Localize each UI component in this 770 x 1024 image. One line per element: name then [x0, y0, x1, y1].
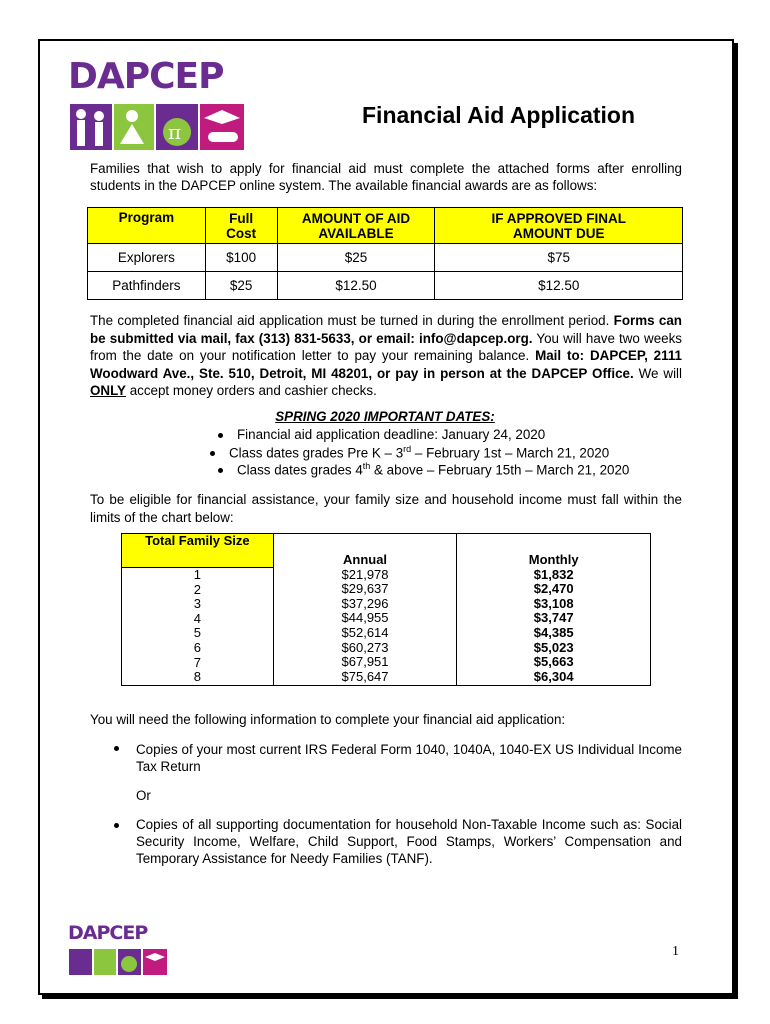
awards-table: [87, 207, 683, 300]
page-number: 1: [672, 944, 679, 959]
header-family-size: Total Family Size: [122, 534, 274, 568]
submission-text: The completed financial aid application must be turned in during the enrollment period.: [90, 313, 614, 328]
date-item: [218, 461, 629, 477]
date-item-text: Class dates grades Pre K – 3: [229, 445, 404, 461]
logo-figures-icon: [68, 948, 168, 976]
logo-figures-icon: [68, 102, 248, 152]
submission-text: We will: [633, 365, 682, 381]
table-row: [88, 272, 683, 300]
income-table: [121, 533, 651, 686]
bullet-icon: [114, 746, 119, 751]
monthly-column: [457, 534, 651, 686]
bullet-icon: [210, 451, 215, 456]
pi-symbol: π: [168, 120, 182, 144]
logo-wordmark: DAPCEP: [68, 922, 148, 944]
date-item-text: & above – February 15th – March 21, 2020: [370, 462, 630, 478]
bullet-icon: [218, 433, 223, 438]
table-row: [88, 244, 683, 272]
header-aid-available: AMOUNT OF AID AVAILABLE: [277, 208, 435, 244]
superscript: rd: [403, 444, 412, 454]
submission-paragraph: [90, 312, 682, 400]
aid-cell: $12.50: [277, 272, 435, 300]
program-cell: Explorers: [88, 244, 206, 272]
mailing-address: Mail to: DAPCEP, 2111 Woodward Ave., Ste. 510, Detroit, MI 48201, or pay in person at the DAPCEP Office.: [90, 348, 682, 381]
page-title: Financial Aid Application: [362, 102, 636, 128]
date-item-text: Financial aid application deadline: January 24, 2020: [237, 427, 546, 442]
required-item-nontaxable: Copies of all supporting documentation for household Non-Taxable Income such as: Social Security Income, Welfare, Child Support, Food Stamps, Workers’ Compensation and Temporary Assistance for Needy Families (TANF).: [136, 817, 682, 866]
due-cell: $12.50: [435, 272, 683, 300]
cost-cell: $100: [205, 244, 277, 272]
income-header-row: [122, 534, 651, 568]
bullet-icon: [114, 823, 119, 828]
header-annual: Annual: [342, 552, 388, 567]
dapcep-logo-bottom: [68, 924, 168, 976]
date-item-text: – February 1st – March 21, 2020: [411, 445, 610, 461]
required-item-tax-return: Copies of your most current IRS Federal Form 1040, 1040A, 1040-EX US Individual Income Tax Return: [136, 742, 682, 774]
dapcep-logo-top: [68, 56, 248, 152]
family-size-values: 1 2 3 4 5 6 7 8: [122, 568, 274, 686]
date-item: [210, 444, 609, 460]
cost-cell: $25: [205, 272, 277, 300]
intro-paragraph: Families that wish to apply for financial aid must complete the attached forms after enrolling students in the DAPCEP online system. The available financial awards are as follows:: [90, 161, 682, 193]
aid-cell: $25: [277, 244, 435, 272]
annual-column: [273, 534, 457, 686]
needed-intro: You will need the following information to complete your financial aid application:: [90, 712, 566, 727]
date-item-text: Class dates grades 4: [237, 462, 363, 478]
monthly-values: $1,832 $2,470 $3,108 $3,747 $4,385 $5,023 $5,663 $6,304: [533, 566, 574, 684]
submission-contact: Forms can be submitted via mail, fax (313) 831-5633, or email: info@dapcep.org.: [90, 313, 682, 346]
due-cell: $75: [435, 244, 683, 272]
dates-heading: SPRING 2020 IMPORTANT DATES:: [275, 409, 495, 424]
date-item: [218, 427, 545, 442]
header-full-cost: Full Cost: [205, 208, 277, 244]
logo-wordmark: DAPCEP: [68, 56, 224, 97]
submission-text: You will have two weeks from the date on your notification letter to pay your remaining balance.: [90, 330, 682, 363]
header-program: Program: [88, 208, 206, 244]
bullet-icon: [218, 468, 223, 473]
program-cell: Pathfinders: [88, 272, 206, 300]
superscript: th: [362, 461, 371, 471]
annual-values: $21,978 $29,637 $37,296 $44,955 $52,614 $60,273 $67,951 $75,647: [341, 566, 389, 684]
eligibility-paragraph: To be eligible for financial assistance, your family size and household income must fall within the limits of the chart below:: [90, 492, 682, 525]
submission-text: accept money orders and cashier checks.: [125, 383, 377, 398]
header-final-due: IF APPROVED FINAL AMOUNT DUE: [435, 208, 683, 244]
header-monthly: Monthly: [528, 552, 579, 567]
or-text: Or: [136, 788, 151, 803]
awards-header-row: [88, 208, 683, 244]
only-emphasis: ONLY: [90, 383, 126, 398]
